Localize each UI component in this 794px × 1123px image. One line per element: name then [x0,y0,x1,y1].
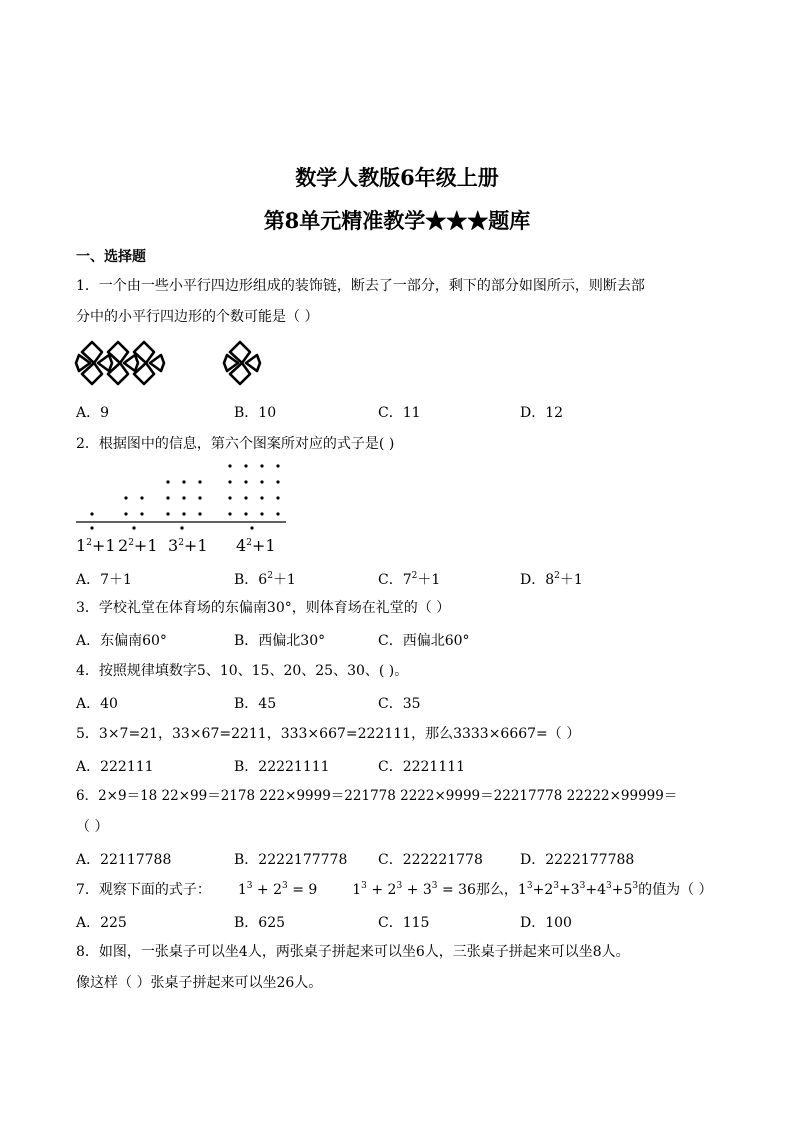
equation-2: $1^3 + 2^3 + 3^3 = 36$ [352,881,476,898]
question-2-option-c[interactable]: C．$7^2+1$ [378,571,441,588]
question-5-option-b[interactable]: B．22221111 [234,759,330,775]
question-4-option-a[interactable]: A．40 [76,696,118,712]
question-6-option-c[interactable]: C．222221778 [378,852,483,868]
question-3-option-a[interactable]: A．东偏南60° [76,633,167,649]
question-7-stem: 7．观察下面的式子： $1^3 + 2^3 = 9$ $1^3 + 2^3 + 3^3 = 36$那么，$1^3+2^3+3^3+4^3+5^3$的值为（ ） [76,881,713,898]
dot-caption-4: $4^2+1$ [236,536,276,555]
equation-1: $1^3 + 2^3 = 9$ [237,881,318,898]
question-4-option-c[interactable]: C．35 [378,696,421,712]
question-3-stem: 3．学校礼堂在体育场的东偏南30°，则体育场在礼堂的（ ） [76,600,451,616]
question-7-option-b[interactable]: B．625 [234,915,286,931]
question-1-option-a[interactable]: A．9 [76,405,110,421]
question-4-option-b[interactable]: B．45 [234,696,277,712]
dot-caption-2: $2^2+1$ [118,536,158,555]
question-5-option-a[interactable]: A．222111 [76,759,154,775]
question-2-option-d[interactable]: D．$8^2+1$ [520,571,583,588]
question-6-line-1: 6．2×9＝18 22×99＝2178 222×9999＝221778 2222×9999＝22217778 22222×99999＝ [76,788,678,804]
dot-caption-3: $3^2+1$ [168,536,208,555]
question-7-option-a[interactable]: A．225 [76,915,127,931]
question-1-option-c[interactable]: C．11 [378,405,421,421]
question-3-option-b[interactable]: B．西偏北30° [234,633,326,649]
question-8-line-1: 8．如图，一张桌子可以坐4人，两张桌子拼起来可以坐6人，三张桌子拼起来可以坐8人。 [76,944,630,960]
question-8-line-2: 像这样（ ）张桌子拼起来可以坐26人。 [76,975,323,991]
section-heading: 一、选择题 [76,249,146,265]
question-3-option-c[interactable]: C．西偏北60° [378,633,470,649]
dot-caption-1: $1^2+1$ [76,536,116,555]
question-2-option-b[interactable]: B．$6^2+1$ [234,571,296,588]
question-5-option-c[interactable]: C．2221111 [378,759,466,775]
question-1-line-1: 1．一个由一些小平行四边形组成的装饰链，断去了一部分，剩下的部分如图所示，则断去部 [76,278,645,294]
question-5-stem: 5．3×7=21，33×67=2211，333×667=222111，那么3333×6667=（ ） [76,726,581,742]
question-7-option-c[interactable]: C．115 [378,915,430,931]
question-6-line-2: （ ） [76,819,109,835]
question-1-option-d[interactable]: D．12 [520,405,564,421]
question-7-option-d[interactable]: D．100 [520,915,572,931]
decorative-chain-figure [76,340,276,388]
question-4-stem: 4．按照规律填数字5、10、15、20、25、30、( )。 [76,663,409,679]
question-6-option-d[interactable]: D．2222177788 [520,852,635,868]
question-6-option-b[interactable]: B．2222177778 [234,852,348,868]
document-subtitle: 第8单元精准教学★★★题库 [263,208,531,233]
question-1-line-2: 分中的小平行四边形的个数可能是（ ） [76,309,319,325]
document-title: 数学人教版6年级上册 [295,165,499,190]
question-1-option-b[interactable]: B．10 [234,405,277,421]
dot-pattern-figure [76,456,288,536]
question-2-stem: 2．根据图中的信息，第六个图案所对应的式子是( ) [76,436,395,452]
question-2-option-a[interactable]: A．7＋1 [76,572,132,588]
question-6-option-a[interactable]: A．22117788 [76,852,172,868]
